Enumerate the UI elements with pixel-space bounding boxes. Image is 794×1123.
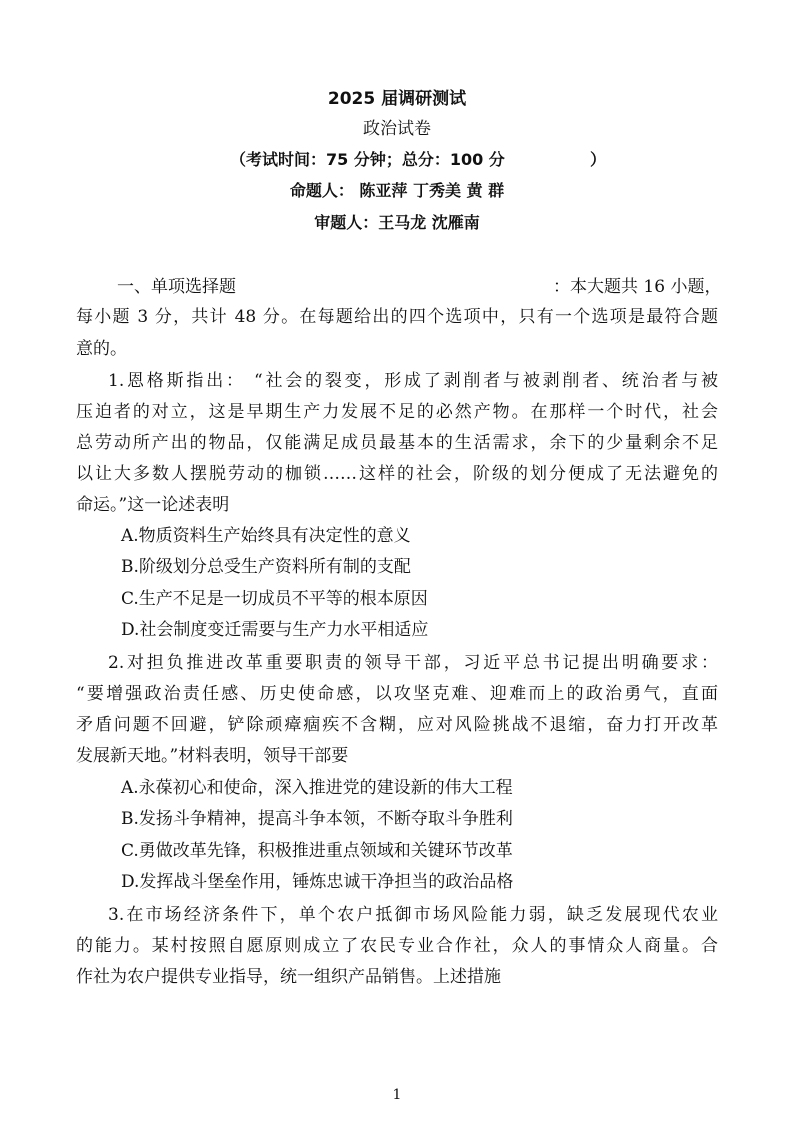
question-2-option-a: A.永葆初心和使命，深入推进党的建设新的伟大工程: [121, 778, 513, 798]
question-2-line: “要增强政治责任感、历史使命感，以攻坚克难、迎难而上的政治勇气，直面: [76, 684, 718, 704]
question-3-line: 作社为农户提供专业指导，统一组织产品销售。上述措施: [76, 967, 501, 987]
question-1-option-a: A.物质资料生产始终具有决定性的意义: [121, 526, 411, 546]
exam-info: [230, 147, 607, 170]
question-2-line: 矛盾问题不回避，铲除顽瘴痼疾不含糊，应对风险挑战不退缩，奋力打开改革: [76, 715, 718, 735]
question-1-line: 压迫者的对立，这是早期生产力发展不足的必然产物。在那样一个时代，社会: [76, 402, 718, 422]
page-number: 1: [392, 1087, 402, 1103]
section-instruction-line: 意的。: [76, 339, 127, 359]
question-2-line: 发展新天地。”材料表明，领导干部要: [76, 746, 349, 766]
question-2-option-d: D.发挥战斗堡垒作用，锤炼忠诚干净担当的政治品格: [121, 872, 514, 892]
exam-info-close: ）: [590, 150, 607, 169]
question-1-line: 总劳动所产出的物品，仅能满足成员最基本的生活需求，余下的少量剩余不足: [76, 433, 718, 453]
question-3-line: 的能力。某村按照自愿原则成立了农民专业合作社，众人的事情众人商量。合: [76, 936, 718, 956]
question-1-line: 以让大多数人摆脱劳动的枷锁……这样的社会，阶级的划分便成了无法避免的: [76, 464, 718, 484]
question-3-line: 3.在市场经济条件下，单个农户抵御市场风险能力弱，缺乏发展现代农业: [108, 905, 718, 925]
question-2-line: 2.对担负推进改革重要职责的领导干部，习近平总书记提出明确要求：: [108, 653, 718, 673]
setters: 命题人： 陈亚萍 丁秀美 黄 群: [289, 181, 505, 200]
question-1-option-b: B.阶级划分总受生产资料所有制的支配: [121, 557, 411, 577]
section-instruction-tail: ：本大题共 16 小题，: [553, 277, 722, 297]
question-1-line: 1.恩格斯指出： “社会的裂变，形成了剥削者与被剥削者、统治者与被: [108, 371, 718, 391]
question-1-option-d: D.社会制度变迁需要与生产力水平相适应: [121, 620, 429, 640]
question-1-line: 命运。”这一论述表明: [76, 495, 230, 515]
exam-info-text: （考试时间：75 分钟；总分：100 分: [230, 150, 505, 169]
section-heading: 一、单项选择题: [117, 277, 236, 297]
exam-title: 2025 届调研测试: [327, 89, 467, 109]
question-2-option-b: B.发扬斗争精神，提高斗争本领，不断夺取斗争胜利: [121, 809, 513, 829]
question-2-option-c: C.勇做改革先锋，积极推进重点领域和关键环节改革: [121, 841, 513, 861]
reviewers: 审题人：王马龙 沈雁南: [314, 213, 480, 232]
question-1-option-c: C.生产不足是一切成员不平等的根本原因: [121, 589, 428, 609]
section-instruction-line: 每小题 3 分，共计 48 分。在每题给出的四个选项中，只有一个选项是最符合题: [76, 307, 718, 327]
exam-subject: 政治试卷: [363, 119, 431, 139]
